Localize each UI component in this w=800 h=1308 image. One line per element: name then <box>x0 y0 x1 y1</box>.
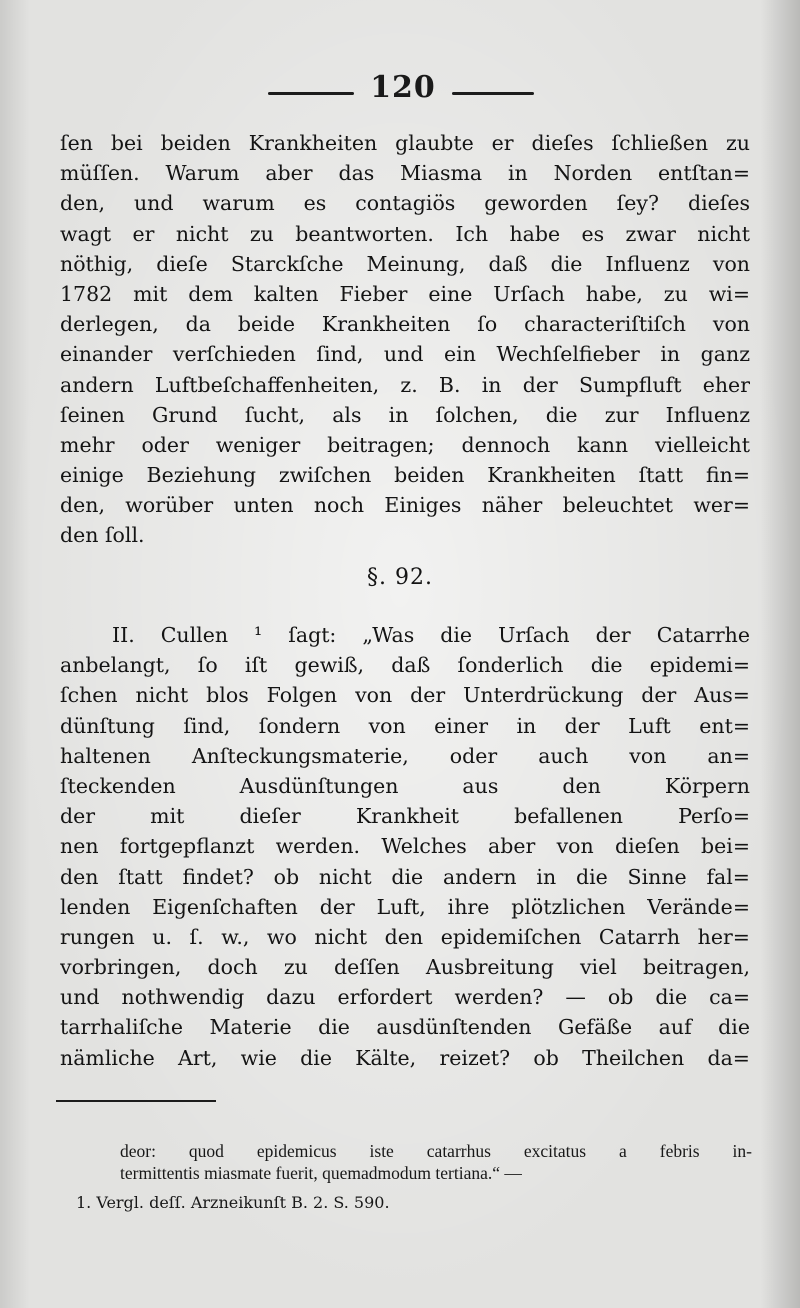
text-line: anbelangt, ſo iſt gewiß, daß ſonderlich die epidemi= <box>60 653 750 678</box>
text-line: den, und warum es contagiös geworden ſey? dieſes <box>60 191 750 216</box>
text-line: der mit dieſer Krankheit befallenen Perſo= <box>60 804 750 829</box>
section-paragraph <box>60 620 750 1073</box>
text-line: vorbringen, doch zu deſſen Ausbreitung viel beitragen, <box>60 955 750 980</box>
text-line: haltenen Anſteckungsmaterie, oder auch von an= <box>60 743 750 768</box>
footnote-line: termittentis miasmate fuerit, quemadmodum tertiana.“ — <box>120 1163 522 1183</box>
footnote-continued <box>120 1140 752 1184</box>
page-header <box>0 70 800 110</box>
text-line: den ſoll. <box>60 523 145 548</box>
text-line: wagt er nicht zu beantworten. Ich habe es zwar nicht <box>60 221 750 246</box>
text-line: ſeinen Grund ſucht, als in ſolchen, die zur Influenz <box>60 402 750 427</box>
section-heading: §. 92. <box>367 565 433 590</box>
text-line: derlegen, da beide Krankheiten ſo characteriſtiſch von <box>60 312 750 337</box>
text-line: und nothwendig dazu erfordert werden? — ob die ca= <box>60 985 750 1010</box>
footnote-rule <box>56 1100 216 1102</box>
text-line: tarrhaliſche Materie die ausdünſtenden Gefäße auf die <box>60 1015 750 1040</box>
text-line: müſſen. Warum aber das Miasma in Norden entſtan= <box>60 161 750 186</box>
text-line: einander verſchieden ſind, und ein Wechſelfieber in ganz <box>60 342 750 367</box>
header-rule-right <box>452 92 534 95</box>
text-line: den, worüber unten noch Einiges näher beleuchtet wer= <box>60 493 750 518</box>
text-line: einige Beziehung zwiſchen beiden Krankheiten ſtatt fin= <box>60 463 750 488</box>
text-line: mehr oder weniger beitragen; dennoch kann vielleicht <box>60 432 750 457</box>
text-line: nöthig, dieſe Starckſche Meinung, daß die Influenz von <box>60 251 750 276</box>
page-number: 120 <box>370 70 436 105</box>
text-line: ſen bei beiden Krankheiten glaubte er dieſes ſchließen zu <box>60 131 750 155</box>
text-line: nen fortgepflanzt werden. Welches aber von dieſen bei= <box>60 834 750 859</box>
text-line: ſteckenden Ausdünſtungen aus den Körpern <box>60 773 750 798</box>
text-line: II. Cullen ¹ ſagt: „Was die Urſach der Catarrhe <box>112 623 750 647</box>
text-line: lenden Eigenſchaften der Luft, ihre plötzlichen Verände= <box>60 894 750 919</box>
text-line: ſchen nicht blos Folgen von der Unterdrückung der Aus= <box>60 683 750 708</box>
text-line: andern Luftbeſchaffenheiten, z. B. in der Sumpfluft eher <box>60 372 750 397</box>
text-line: rungen u. ſ. w., wo nicht den epidemiſchen Catarrh her= <box>60 924 750 949</box>
text-line: dünſtung ſind, ſondern von einer in der Luft ent= <box>60 713 750 738</box>
header-rule-left <box>268 92 354 95</box>
text-line: 1782 mit dem kalten Fieber eine Urſach habe, zu wi= <box>60 281 750 306</box>
text-line: den ſtatt findet? ob nicht die andern in die Sinne fal= <box>60 864 750 889</box>
continued-paragraph <box>60 128 750 551</box>
footnote-line: deor: quod epidemicus iste catarrhus excitatus a febris in- <box>120 1141 752 1161</box>
text-line: nämliche Art, wie die Kälte, reizet? ob Theilchen da= <box>60 1045 750 1070</box>
footnote-reference: 1. Vergl. deſſ. Arzneikunſt B. 2. S. 590. <box>76 1193 390 1212</box>
